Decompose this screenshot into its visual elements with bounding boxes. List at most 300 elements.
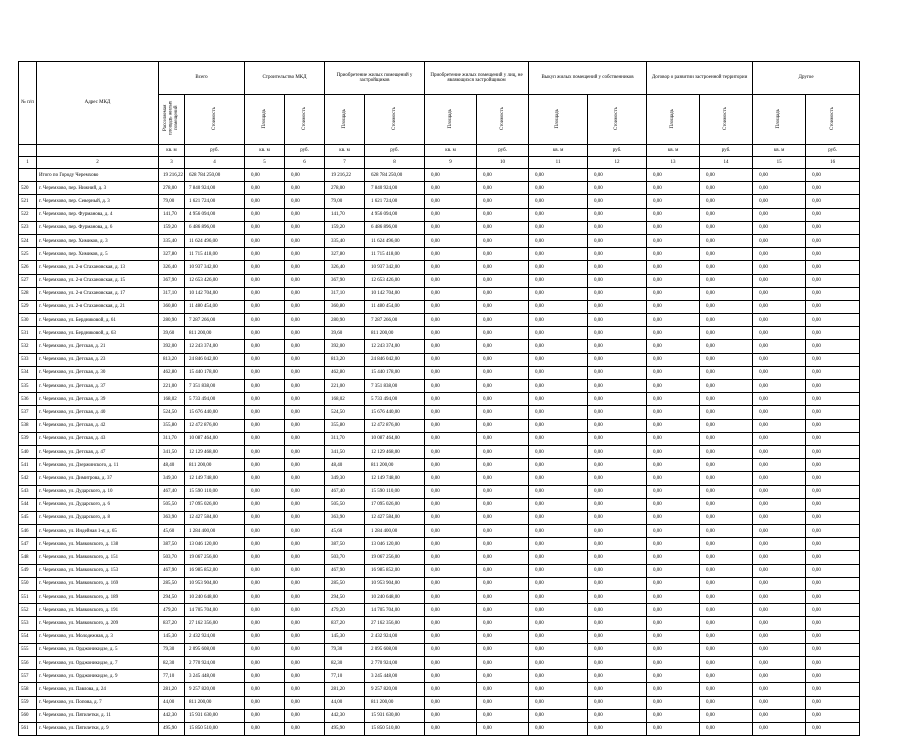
cell-value: 15 850 510,00	[365, 722, 425, 735]
cell-value: 0,00	[806, 248, 860, 261]
unit-rub: руб.	[806, 145, 860, 157]
cell-value: 0,00	[245, 498, 285, 511]
cell-value: 0,00	[647, 353, 700, 366]
cell-value: 0,00	[285, 538, 325, 551]
cell-value: 0,00	[806, 722, 860, 735]
row-address: г. Черемхово, ул. Детская, д. 47	[37, 445, 159, 458]
unit-rub: руб.	[477, 145, 529, 157]
cell-value: 0,00	[700, 551, 753, 564]
cell-value: 0,00	[588, 696, 647, 709]
cell-value: 0,00	[588, 656, 647, 669]
cell-value: 0,00	[806, 485, 860, 498]
cell-value: 15 931 630,00	[365, 709, 425, 722]
cell-value: 0,00	[588, 195, 647, 208]
cell-value: 0,00	[245, 327, 285, 340]
cell-value: 0,00	[285, 472, 325, 485]
cell-value: 495,90	[159, 722, 185, 735]
cell-value: 159,20	[325, 221, 365, 234]
cell-value: 327,80	[159, 248, 185, 261]
cell-value: 0,00	[285, 248, 325, 261]
cell-value: 0,00	[285, 208, 325, 221]
cell-value: 281,20	[159, 683, 185, 696]
row-number: 544	[19, 498, 37, 511]
cell-value: 0,00	[425, 564, 477, 577]
cell-value: 0,00	[647, 366, 700, 379]
cell-value: 5 733 494,00	[365, 393, 425, 406]
row-number: 538	[19, 419, 37, 432]
cell-value: 0,00	[647, 525, 700, 538]
row-number: 528	[19, 287, 37, 300]
cell-value: 0,00	[285, 498, 325, 511]
cell-value: 0,00	[647, 498, 700, 511]
cell-value: 4 956 094,00	[365, 208, 425, 221]
cell-value: 294,50	[325, 591, 365, 604]
cell-value: 0,00	[477, 577, 529, 590]
cell-value: 0,00	[285, 182, 325, 195]
unit-area: кв. м	[325, 145, 365, 157]
cell-value: 0,00	[588, 472, 647, 485]
cell-value: 0,00	[806, 577, 860, 590]
table-row	[19, 696, 860, 709]
cell-value: 0,00	[425, 630, 477, 643]
column-number: 15	[753, 157, 806, 169]
cell-value: 0,00	[700, 643, 753, 656]
cell-value: 11 480 454,00	[365, 300, 425, 313]
cell-value: 11 715 418,00	[365, 248, 425, 261]
cell-value: 0,00	[529, 169, 588, 182]
cell-value: 0,00	[588, 564, 647, 577]
cell-value: 145,30	[325, 630, 365, 643]
cell-value: 17 095 026,00	[185, 498, 245, 511]
cell-value: 0,00	[700, 432, 753, 445]
cell-value: 0,00	[588, 327, 647, 340]
subheader-cost: Стоимость	[499, 106, 505, 130]
cell-value: 0,00	[477, 327, 529, 340]
row-address: г. Черемхово, ул. Детская, д. 23	[37, 353, 159, 366]
cell-value: 0,00	[477, 564, 529, 577]
cell-value: 0,00	[647, 722, 700, 735]
row-address: г. Черемхово, пер. Фурманова, д. 4	[37, 208, 159, 221]
table-row	[19, 182, 860, 195]
cell-value: 0,00	[529, 617, 588, 630]
cell-value: 0,00	[647, 511, 700, 524]
subheader-cost: Стоимость	[723, 106, 729, 130]
cell-value: 0,00	[753, 261, 806, 274]
row-address: г. Черемхово, ул. Детская, д. 40	[37, 406, 159, 419]
column-number: 5	[245, 157, 285, 169]
cell-value: 0,00	[285, 393, 325, 406]
table-row	[19, 366, 860, 379]
cell-value: 0,00	[285, 406, 325, 419]
cell-value: 10 142 704,00	[185, 287, 245, 300]
row-address: г. Черемхово, ул. Дударского, д. 6	[37, 498, 159, 511]
cell-value: 15 931 630,00	[185, 709, 245, 722]
cell-value: 0,00	[700, 287, 753, 300]
cell-value: 0,00	[425, 670, 477, 683]
cell-value: 0,00	[588, 525, 647, 538]
cell-value: 0,00	[700, 511, 753, 524]
cell-value: 0,00	[700, 419, 753, 432]
cell-value: 0,00	[753, 591, 806, 604]
cell-value: 0,00	[477, 234, 529, 247]
cell-value: 0,00	[477, 459, 529, 472]
cell-value: 0,00	[588, 604, 647, 617]
cell-value: 0,00	[753, 274, 806, 287]
cell-value: 0,00	[529, 340, 588, 353]
cell-value: 0,00	[425, 656, 477, 669]
cell-value: 0,00	[285, 485, 325, 498]
cell-value: 0,00	[245, 643, 285, 656]
cell-value: 0,00	[285, 670, 325, 683]
cell-value: 0,00	[753, 419, 806, 432]
row-number: 541	[19, 459, 37, 472]
cell-value: 326,40	[159, 261, 185, 274]
table-row	[19, 591, 860, 604]
table-row	[19, 485, 860, 498]
cell-value: 392,00	[159, 340, 185, 353]
cell-value: 12 149 748,00	[185, 472, 245, 485]
cell-value: 10 937 342,00	[365, 261, 425, 274]
cell-value: 2 770 924,00	[185, 656, 245, 669]
row-address: г. Черемхово, ул. Маяковского, д. 189	[37, 591, 159, 604]
cell-value: 0,00	[529, 722, 588, 735]
cell-value: 0,00	[245, 261, 285, 274]
cell-value: 0,00	[700, 261, 753, 274]
cell-value: 0,00	[245, 234, 285, 247]
cell-value: 0,00	[700, 604, 753, 617]
cell-value: 0,00	[806, 327, 860, 340]
cell-value: 0,00	[425, 195, 477, 208]
cell-value: 0,00	[647, 445, 700, 458]
cell-value: 0,00	[700, 472, 753, 485]
cell-value: 0,00	[806, 525, 860, 538]
cell-value: 0,00	[425, 683, 477, 696]
cell-value: 7 840 924,00	[365, 182, 425, 195]
row-address: г. Черемхово, ул. Индейная 1-я, д. 65	[37, 525, 159, 538]
cell-value: 0,00	[529, 300, 588, 313]
cell-value: 0,00	[285, 577, 325, 590]
cell-value: 0,00	[425, 406, 477, 419]
cell-value: 0,00	[588, 709, 647, 722]
cell-value: 0,00	[753, 498, 806, 511]
subheader-area: Площадь	[555, 108, 561, 128]
cell-value: 0,00	[529, 564, 588, 577]
cell-value: 0,00	[477, 393, 529, 406]
cell-value: 0,00	[425, 419, 477, 432]
cell-value: 495,90	[325, 722, 365, 735]
cell-value: 0,00	[245, 551, 285, 564]
row-address: г. Черемхово, ул. Маяковского, д. 169	[37, 577, 159, 590]
cell-value: 0,00	[647, 208, 700, 221]
cell-value: 0,00	[477, 248, 529, 261]
row-number: 543	[19, 485, 37, 498]
row-number: 531	[19, 327, 37, 340]
cell-value: 0,00	[477, 709, 529, 722]
cell-value: 0,00	[477, 511, 529, 524]
cell-value: 0,00	[647, 564, 700, 577]
cell-value: 0,00	[425, 182, 477, 195]
cell-value: 0,00	[245, 340, 285, 353]
cell-value: 0,00	[647, 274, 700, 287]
cell-value: 0,00	[806, 591, 860, 604]
column-number: 12	[588, 157, 647, 169]
cell-value: 0,00	[753, 327, 806, 340]
cell-value: 44,00	[325, 696, 365, 709]
row-address: г. Черемхово, ул. Дударского, д. 10	[37, 485, 159, 498]
cell-value: 0,00	[245, 564, 285, 577]
cell-value: 0,00	[425, 366, 477, 379]
column-number: 11	[529, 157, 588, 169]
cell-value: 0,00	[647, 630, 700, 643]
table-row	[19, 604, 860, 617]
cell-value: 0,00	[425, 445, 477, 458]
cell-value: 0,00	[529, 459, 588, 472]
cell-value: 10 937 342,00	[185, 261, 245, 274]
cell-value: 0,00	[700, 591, 753, 604]
cell-value: 0,00	[588, 169, 647, 182]
cell-value: 0,00	[700, 670, 753, 683]
cell-value: 0,00	[647, 656, 700, 669]
row-number: 536	[19, 393, 37, 406]
row-address: г. Черемхово, пер. Химиков, д. 5	[37, 248, 159, 261]
cell-value: 0,00	[477, 498, 529, 511]
cell-value: 0,00	[477, 525, 529, 538]
row-number: 552	[19, 604, 37, 617]
cell-value: 311,70	[325, 432, 365, 445]
cell-value: 0,00	[477, 683, 529, 696]
cell-value: 0,00	[477, 380, 529, 393]
cell-value: 0,00	[245, 472, 285, 485]
table-row	[19, 261, 860, 274]
cell-value: 479,20	[159, 604, 185, 617]
cell-value: 1 621 724,00	[365, 195, 425, 208]
cell-value: 0,00	[806, 380, 860, 393]
cell-value: 0,00	[588, 445, 647, 458]
cell-value: 0,00	[245, 577, 285, 590]
cell-value: 0,00	[647, 195, 700, 208]
cell-value: 0,00	[285, 234, 325, 247]
cell-value: 221,00	[159, 380, 185, 393]
cell-value: 0,00	[647, 709, 700, 722]
cell-value: 0,00	[245, 670, 285, 683]
cell-value: 0,00	[477, 630, 529, 643]
row-address: г. Черемхово, ул. Детская, д. 42	[37, 419, 159, 432]
cell-value: 0,00	[700, 327, 753, 340]
table-body	[19, 169, 860, 736]
cell-value: 278,00	[325, 182, 365, 195]
cell-value: 0,00	[285, 511, 325, 524]
cell-value: 0,00	[700, 538, 753, 551]
cell-value: 0,00	[588, 340, 647, 353]
cell-value: 0,00	[588, 591, 647, 604]
row-number: 527	[19, 274, 37, 287]
cell-value: 0,00	[245, 432, 285, 445]
cell-value: 335,40	[159, 234, 185, 247]
cell-value: 0,00	[245, 169, 285, 182]
cell-value: 0,00	[425, 314, 477, 327]
cell-value: 15 440 178,00	[365, 366, 425, 379]
cell-value: 0,00	[529, 393, 588, 406]
cell-value: 0,00	[588, 722, 647, 735]
cell-value: 0,00	[700, 564, 753, 577]
cell-value: 0,00	[588, 683, 647, 696]
cell-value: 12 472 876,00	[185, 419, 245, 432]
cell-value: 77,10	[159, 670, 185, 683]
cell-value: 280,90	[159, 314, 185, 327]
cell-value: 0,00	[529, 314, 588, 327]
cell-value: 0,00	[477, 353, 529, 366]
cell-value: 0,00	[285, 300, 325, 313]
cell-value: 0,00	[477, 169, 529, 182]
cell-value: 0,00	[477, 274, 529, 287]
cell-value: 0,00	[285, 591, 325, 604]
cell-value: 0,00	[425, 722, 477, 735]
row-number: 535	[19, 380, 37, 393]
row-number: 534	[19, 366, 37, 379]
cell-value: 0,00	[529, 274, 588, 287]
cell-value: 0,00	[700, 709, 753, 722]
cell-value: 0,00	[245, 182, 285, 195]
subheader-cost: Стоимость	[391, 106, 397, 130]
cell-value: 0,00	[529, 591, 588, 604]
cell-value: 0,00	[647, 169, 700, 182]
cell-value: 0,00	[425, 696, 477, 709]
cell-value: 0,00	[647, 683, 700, 696]
unit-rub: руб.	[588, 145, 647, 157]
cell-value: 0,00	[806, 643, 860, 656]
row-number: 551	[19, 591, 37, 604]
cell-value: 0,00	[806, 656, 860, 669]
cell-value: 6 486 896,00	[185, 221, 245, 234]
cell-value: 0,00	[588, 300, 647, 313]
table-row	[19, 683, 860, 696]
cell-value: 0,00	[700, 696, 753, 709]
cell-value: 0,00	[245, 419, 285, 432]
cell-value: 0,00	[588, 261, 647, 274]
cell-value: 0,00	[285, 656, 325, 669]
cell-value: 10 240 648,00	[365, 591, 425, 604]
cell-value: 0,00	[700, 208, 753, 221]
cell-value: 0,00	[245, 525, 285, 538]
cell-value: 813,20	[325, 353, 365, 366]
table-row	[19, 617, 860, 630]
row-number: 557	[19, 670, 37, 683]
table-row	[19, 709, 860, 722]
group-header-nondeveloper-purchase: Приобретение жилых помещений у лиц, не являющихся застройщиком	[425, 62, 529, 95]
cell-value: 467,40	[159, 485, 185, 498]
cell-value: 0,00	[477, 472, 529, 485]
cell-value: 0,00	[529, 577, 588, 590]
column-number: 2	[37, 157, 159, 169]
cell-value: 0,00	[245, 485, 285, 498]
column-number: 4	[185, 157, 245, 169]
cell-value: 5 733 494,00	[185, 393, 245, 406]
cell-value: 0,00	[245, 380, 285, 393]
cell-value: 0,00	[477, 314, 529, 327]
cell-value: 0,00	[806, 604, 860, 617]
cell-value: 0,00	[700, 340, 753, 353]
cell-value: 0,00	[285, 221, 325, 234]
row-number: 549	[19, 564, 37, 577]
num-header: № п/п	[19, 62, 37, 145]
cell-value: 0,00	[245, 709, 285, 722]
cell-value: 0,00	[806, 300, 860, 313]
cell-value: 11 480 454,00	[185, 300, 245, 313]
cell-value: 0,00	[588, 459, 647, 472]
cell-value: 7 351 838,00	[365, 380, 425, 393]
cell-value: 462,80	[159, 366, 185, 379]
cell-value: 524,50	[325, 406, 365, 419]
cell-value: 0,00	[700, 683, 753, 696]
cell-value: 0,00	[529, 604, 588, 617]
cell-value: 0,00	[285, 709, 325, 722]
cell-value: 355,80	[325, 419, 365, 432]
cell-value: 0,00	[588, 511, 647, 524]
cell-value: 0,00	[806, 432, 860, 445]
table-row	[19, 656, 860, 669]
table-row	[19, 670, 860, 683]
cell-value: 12 472 876,00	[365, 419, 425, 432]
row-number: 523	[19, 221, 37, 234]
row-address: г. Черемхово, ул. Попова, д. 7	[37, 696, 159, 709]
cell-value: 0,00	[425, 591, 477, 604]
cell-value: 0,00	[700, 366, 753, 379]
unit-area: кв. м	[753, 145, 806, 157]
table-row	[19, 248, 860, 261]
row-number: 554	[19, 630, 37, 643]
cell-value: 811 200,00	[365, 459, 425, 472]
row-number: 529	[19, 300, 37, 313]
cell-value: 0,00	[588, 432, 647, 445]
row-address: г. Черемхово, ул. Детская, д. 30	[37, 366, 159, 379]
cell-value: 0,00	[425, 498, 477, 511]
row-number: 548	[19, 551, 37, 564]
cell-value: 0,00	[529, 248, 588, 261]
cell-value: 0,00	[700, 393, 753, 406]
cell-value: 0,00	[753, 683, 806, 696]
row-address: г. Черемхово, ул. 2-я Стахановская, д. 21	[37, 300, 159, 313]
cell-value: 19 067 256,00	[365, 551, 425, 564]
row-number: 553	[19, 617, 37, 630]
cell-value: 811 200,00	[365, 696, 425, 709]
cell-value: 367,90	[325, 274, 365, 287]
cell-value: 6 486 896,00	[365, 221, 425, 234]
cell-value: 14 705 704,00	[185, 604, 245, 617]
cell-value: 0,00	[647, 459, 700, 472]
row-number: 533	[19, 353, 37, 366]
cell-value: 0,00	[700, 617, 753, 630]
table-row	[19, 287, 860, 300]
column-number: 8	[365, 157, 425, 169]
cell-value: 11 624 496,00	[365, 234, 425, 247]
cell-value: 0,00	[529, 406, 588, 419]
cell-value: 141,70	[325, 208, 365, 221]
cell-value: 0,00	[425, 234, 477, 247]
table-row	[19, 314, 860, 327]
cell-value: 10 953 904,00	[365, 577, 425, 590]
subheader-area-total: Расселяемая площадь жилых помещений	[163, 101, 180, 136]
cell-value: 15 440 178,00	[185, 366, 245, 379]
cell-value: 15 850 510,00	[185, 722, 245, 735]
cell-value: 0,00	[806, 696, 860, 709]
group-header-total: Всего	[159, 62, 245, 95]
cell-value: 0,00	[529, 709, 588, 722]
cell-value: 0,00	[700, 459, 753, 472]
cell-value: 0,00	[425, 380, 477, 393]
cell-value: 0,00	[245, 274, 285, 287]
cell-value: 0,00	[425, 617, 477, 630]
cell-value: 45,60	[325, 525, 365, 538]
